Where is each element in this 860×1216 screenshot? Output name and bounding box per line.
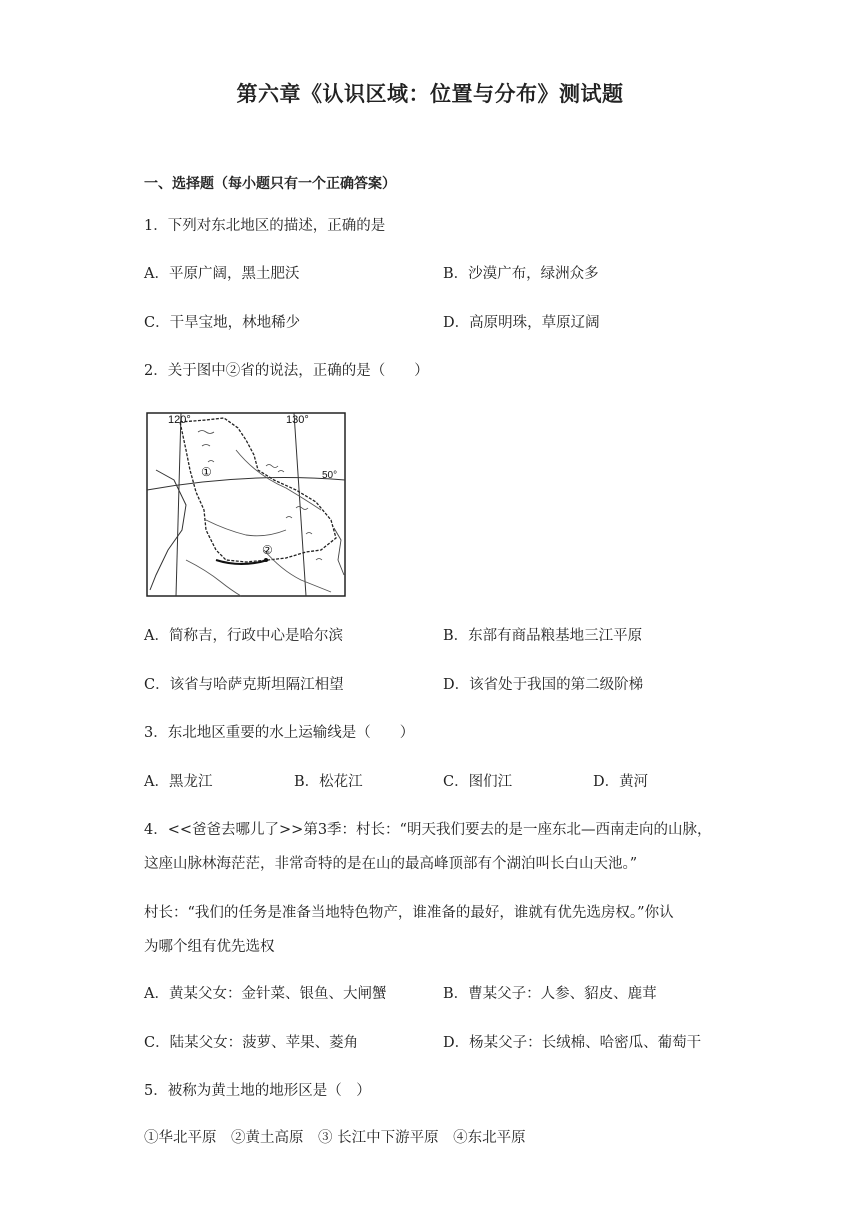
question-2-stem: 2．关于图中②省的说法，正确的是（ ） <box>144 363 429 379</box>
question-4-line-4: 为哪个组有优先选权 <box>144 939 275 955</box>
lon-120-label: 120° <box>168 414 191 426</box>
question-5-options: ①华北平原 ②黄土高原 ③ 长江中下游平原 ④东北平原 <box>144 1130 526 1146</box>
marker-2-label: ② <box>262 543 273 557</box>
section-heading: 一、选择题（每小题只有一个正确答案） <box>144 176 396 192</box>
question-2-option-a: A．简称吉，行政中心是哈尔滨 <box>144 628 343 644</box>
question-4-option-b: B．曹某父子：人参、貂皮、鹿茸 <box>443 986 657 1002</box>
question-4-line-3: 村长：“我们的任务是准备当地特色物产，谁准备的最好，谁就有优先选房权。”你认 <box>144 905 674 921</box>
question-4-option-d: D．杨某父子：长绒棉、哈密瓜、葡萄干 <box>443 1035 702 1051</box>
question-3-option-a: A．黑龙江 <box>144 774 213 790</box>
question-1-option-d: D．高原明珠，草原辽阔 <box>443 315 600 331</box>
question-2-option-d: D．该省处于我国的第二级阶梯 <box>443 677 644 693</box>
question-4-option-c: C．陆某父女：菠萝、苹果、菱角 <box>144 1035 359 1051</box>
lon-130-label: 130° <box>286 414 309 426</box>
question-3-option-b: B．松花江 <box>294 774 363 790</box>
question-2-option-c: C．该省与哈萨克斯坦隔江相望 <box>144 677 344 693</box>
question-3-option-c: C．图们江 <box>443 774 513 790</box>
question-3-option-d: D．黄河 <box>593 774 649 790</box>
question-3-stem: 3．东北地区重要的水上运输线是（ ） <box>144 725 415 741</box>
page-title: 第六章《认识区域：位置与分布》测试题 <box>236 82 624 106</box>
question-4-line-1: 4．<<爸爸去哪儿了>>第3季：村长：“明天我们要去的是一座东北—西南走向的山脉， <box>144 822 712 838</box>
question-4-option-a: A．黄某父女：金针菜、银鱼、大闸蟹 <box>144 986 387 1002</box>
marker-1-label: ① <box>201 465 212 479</box>
question-1-option-a: A．平原广阔，黑土肥沃 <box>144 266 300 282</box>
question-1-stem: 1．下列对东北地区的描述，正确的是 <box>144 218 386 234</box>
northeast-china-map <box>146 410 346 598</box>
question-4-line-2: 这座山脉林海茫茫，非常奇特的是在山的最高峰顶部有个湖泊叫长白山天池。” <box>144 856 638 872</box>
question-1-option-c: C．干旱宝地，林地稀少 <box>144 315 301 331</box>
question-5-stem: 5．被称为黄土地的地形区是（ ） <box>144 1083 371 1099</box>
question-2-option-b: B．东部有商品粮基地三江平原 <box>443 628 643 644</box>
question-1-option-b: B．沙漠广布，绿洲众多 <box>443 266 599 282</box>
lat-50-label: 50° <box>322 470 338 481</box>
